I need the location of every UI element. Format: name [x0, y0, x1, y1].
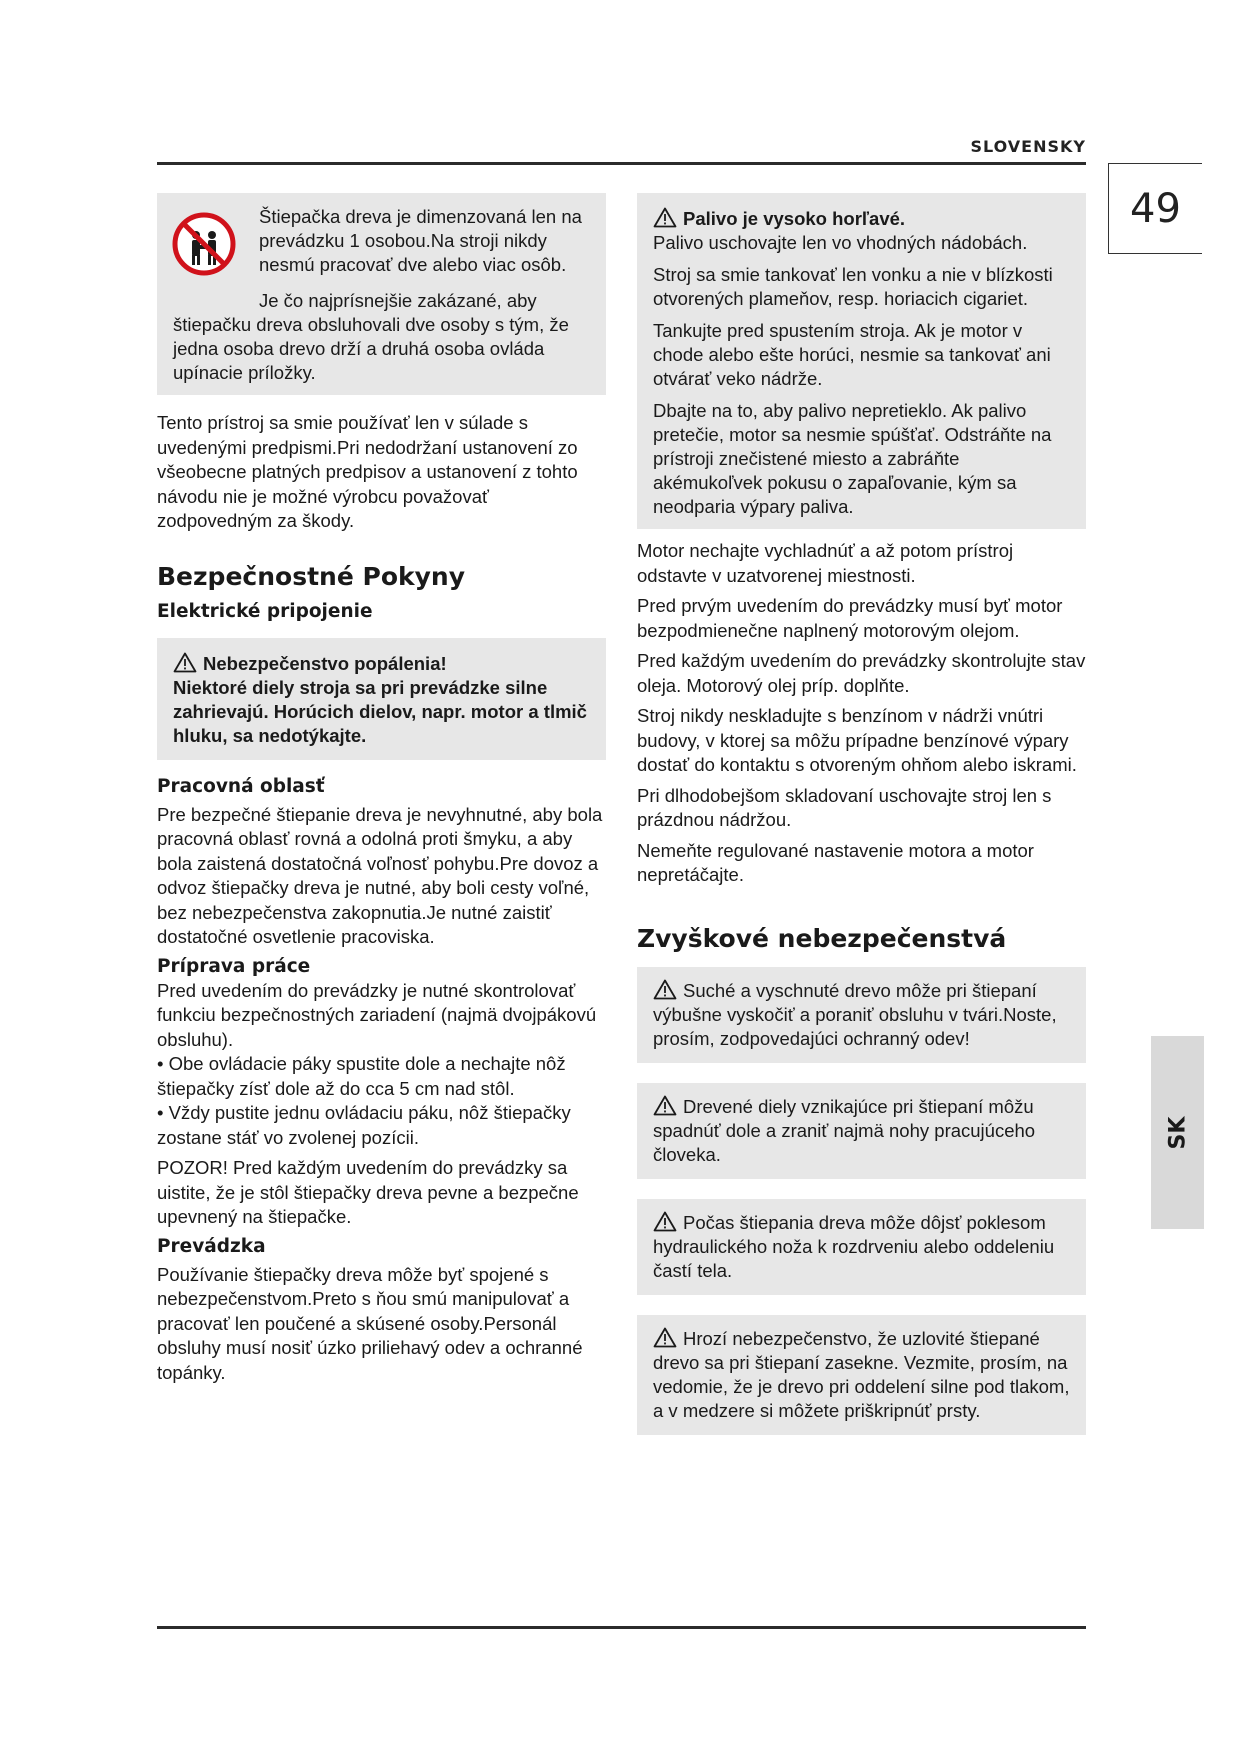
burn-warning-title-line: [173, 652, 590, 676]
right-text-3: Pred každým uvedením do prevádzky skontrolujte stav oleja. Motorový olej príp. doplňte.: [637, 650, 1086, 696]
fuel-warning-p4: Dbajte na to, aby palivo nepretieklo. Ak palivo pretečie, motor sa nesmie spúšťať. Odstráňte na prístroji znečistené miesto a zabráňte akémukoľvek pokusu o zapaľovanie, kým sa neodparia výpary paliva.: [653, 400, 1052, 517]
operation-text: Používanie štiepačky dreva môže byť spojené s nebezpečenstvom.Preto s ňou smú manipulovať a pracovať len poučené a skúsené osoby.Personál obsluhy musí nosiť úzko priliehavý odev a ochranné topánky.: [157, 1263, 583, 1383]
page-number: 49: [1108, 163, 1202, 254]
fuel-warning-p2: Stroj sa smie tankovať len vonku a nie v blízkosti otvorených plameňov, resp. horiacich cigariet.: [653, 264, 1053, 309]
header-language: SLOVENSKY: [970, 137, 1086, 156]
fuel-warning-p1: Palivo uschovajte len vo vhodných nádobách.: [653, 232, 1028, 253]
fuel-warning-p3: Tankujte pred spustením stroja. Ak je motor v chode alebo ešte horúci, nesmie sa tankovať ani otvárať veko nádrže.: [653, 320, 1051, 389]
warning-icon: [653, 1095, 677, 1116]
fuel-warning-title: Palivo je vysoko horľavé.: [683, 208, 906, 229]
warning-icon: [653, 1211, 677, 1232]
right-text-2: Pred prvým uvedením do prevádzky musí byť motor bezpodmienečne naplnený motorovým olejom.: [637, 595, 1063, 641]
right-text-4: Stroj nikdy neskladujte s benzínom v nádrži vnútri budovy, v ktorej sa môžu prípadne benzínové výpary dostať do kontaktu s otvoreným ohňom alebo iskrami.: [637, 705, 1077, 775]
subtitle-work-area: Pracovná oblasť: [157, 775, 325, 797]
fuel-warning-box: [637, 193, 1086, 529]
bottom-rule: [157, 1626, 1086, 1629]
preparation-text: Pred uvedením do prevádzky je nutné skontrolovať funkciu bezpečnostných zariadení (najmä dvojpákovú obsluhu).: [157, 979, 597, 1050]
subtitle-operation: Prevádzka: [157, 1235, 266, 1257]
one-operator-warning-box: [157, 193, 606, 395]
prohibited-two-persons-icon: [171, 211, 237, 277]
right-text-6: Nemeňte regulované nastavenie motora a motor nepretáčajte.: [637, 839, 1034, 885]
top-rule: [157, 162, 1086, 165]
preparation-caution: POZOR! Pred každým uvedením do prevádzky sa uistite, že je stôl štiepačky dreva pevne a bezpečne upevnený na štiepačke.: [157, 1157, 579, 1227]
subtitle-preparation: Príprava práce: [157, 955, 311, 977]
fuel-warning-title-line: [653, 207, 1070, 231]
residual-warning-2: [653, 1095, 1070, 1167]
residual-warning-3: [653, 1211, 1070, 1283]
one-operator-text: Štiepačka dreva je dimenzovaná len na prevádzku 1 osobou.Na stroji nikdy nesmú pracovať dve alebo viac osôb.: [259, 206, 582, 275]
preparation-bullet-2: • Vždy pustite jednu ovládaciu páku, nôž štiepačky zostane stáť vo zvolenej pozícii.: [157, 1102, 571, 1148]
burn-warning-title: Nebezpečenstvo popálenia!: [203, 652, 447, 674]
work-area-text: Pre bezpečné štiepanie dreva je nevyhnutné, aby bola pracovná oblasť rovná a odolná proti šmyku, a aby bola zaistená dostatočná voľnosť pohybu.Pre dovoz a odvoz štiepačky dreva je nutné, aby boli cesty voľné, bez nebezpečenstva zakopnutia.Je nutné zaistiť dostatočné osvetlenie pracoviska.: [157, 803, 603, 947]
left-column: [157, 193, 606, 1385]
right-text-1: Motor nechajte vychladnúť a až potom prístroj odstavte v uzatvorenej miestnosti.: [637, 540, 1014, 586]
language-side-tab-label: SK: [1165, 1116, 1190, 1149]
residual-warning-4-text: Hrozí nebezpečenstvo, že uzlovité štiepané drevo sa pri štiepaní zasekne. Vezmite, prosím, na vedomie, že je drevo pri oddelení silne pod tlakom, a v medzere si môžete priškripnúť prsty.: [653, 1327, 1070, 1421]
warning-icon: [653, 979, 677, 1000]
residual-warning-box-3: [637, 1199, 1086, 1295]
residual-warning-1-text: Suché a vyschnuté drevo môže pri štiepaní výbušne vyskočiť a poraniť obsluhu v tvári.Noste, prosím, zodpovedajúci ochranný odev!: [653, 979, 1057, 1049]
burn-warning-box: [157, 638, 606, 760]
burn-warning-text: Niektoré diely stroja sa pri prevádzke silne zahrievajú. Horúcich dielov, napr. motor a tlmič hluku, sa nedotýkajte.: [173, 676, 587, 746]
language-side-tab: [1151, 1036, 1204, 1229]
warning-icon: [653, 207, 677, 228]
intro-text: Tento prístroj sa smie používať len v súlade s uvedenými predpismi.Pri nedodržaní ustanovení zo všeobecne platných predpisov a ustanovení z tohto návodu nie je možné výrobcu považovať zodpovedným za škody.: [157, 412, 578, 531]
section-title-safety: Bezpečnostné Pokyny: [157, 561, 466, 591]
section-title-residual-risks: Zvyškové nebezpečenstvá: [637, 923, 1007, 953]
residual-warning-box-2: [637, 1083, 1086, 1179]
residual-warning-1: [653, 979, 1070, 1051]
warning-icon: [653, 1327, 677, 1348]
residual-warning-4: [653, 1327, 1070, 1423]
residual-warning-box-1: [637, 967, 1086, 1063]
preparation-bullet-1: • Obe ovládacie páky spustite dole a nechajte nôž štiepačky zísť dole až do cca 5 cm nad stôl.: [157, 1053, 566, 1099]
warning-icon: [173, 652, 197, 673]
right-text-5: Pri dlhodobejšom skladovaní uschovajte stroj len s prázdnou nádržou.: [637, 784, 1052, 830]
right-column: [637, 193, 1086, 1435]
subtitle-electric: Elektrické pripojenie: [157, 600, 373, 622]
residual-warning-3-text: Počas štiepania dreva môže dôjsť poklesom hydraulického noža k rozdrveniu alebo oddeleniu častí tela.: [653, 1211, 1055, 1281]
residual-warning-box-4: [637, 1315, 1086, 1435]
residual-warning-2-text: Drevené diely vznikajúce pri štiepaní môžu spadnúť dole a zraniť najmä nohy pracujúceho človeka.: [653, 1095, 1036, 1165]
two-persons-forbidden-text: Je čo najprísnejšie zakázané, aby štiepačku dreva obsluhovali dve osoby s tým, že jedna osoba drevo drží a druhá osoba ovláda upínacie príložky.: [173, 290, 569, 383]
